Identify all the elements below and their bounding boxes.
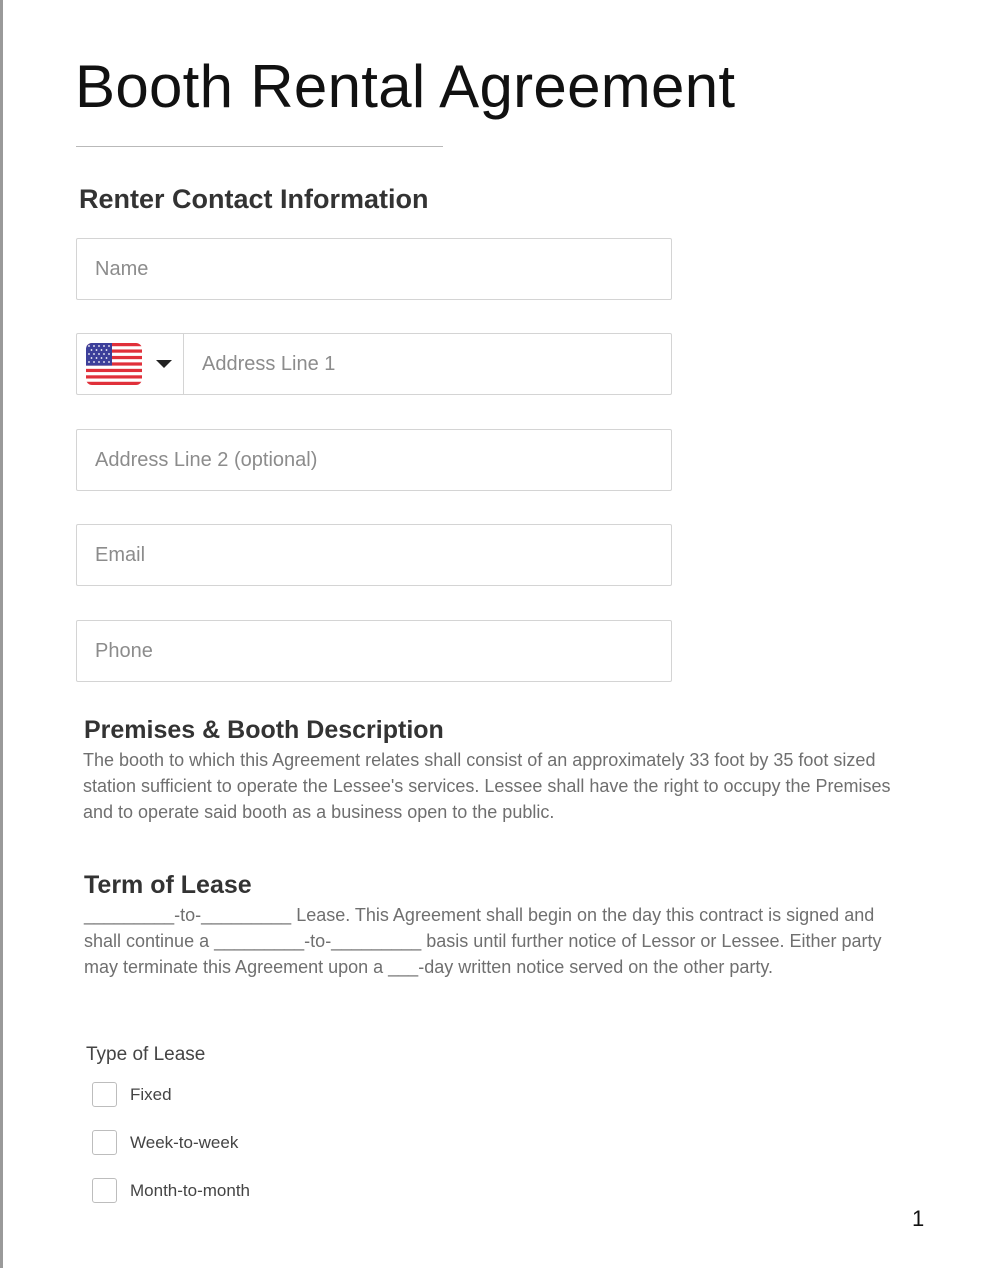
lease-option-month-to-month[interactable] (92, 1178, 250, 1203)
contact-section-heading: Renter Contact Information (79, 184, 429, 214)
lease-type-label: Type of Lease (86, 1044, 206, 1065)
premises-description-text: The booth to which this Agreement relates shall consist of an approximately 33 foot by 35 foot sized station sufficient to operate the Lessee's services. Lessee shall have the right to occupy the Premises and to operate said booth as a business open to the public. (83, 750, 891, 822)
option-label-week-to-week: Week-to-week (130, 1132, 239, 1152)
lease-option-fixed[interactable] (92, 1082, 172, 1107)
page-left-border (0, 0, 3, 1268)
premises-section-heading: Premises & Booth Description (84, 716, 444, 744)
country-select[interactable] (77, 334, 184, 394)
phone-field-container (76, 620, 672, 682)
document-title: Booth Rental Agreement (75, 53, 736, 120)
email-field-container (76, 524, 672, 586)
checkbox-fixed[interactable] (92, 1082, 117, 1107)
address-line-2-input[interactable] (77, 430, 671, 490)
page-number: 1 (912, 1206, 925, 1231)
option-label-fixed: Fixed (130, 1084, 172, 1104)
address-line-1-field-container (76, 333, 672, 395)
checkbox-week-to-week[interactable] (92, 1130, 117, 1155)
phone-input[interactable] (77, 621, 671, 681)
caret-down-icon (156, 360, 172, 368)
name-field-container (76, 238, 672, 300)
name-input[interactable] (77, 239, 671, 299)
term-section-heading: Term of Lease (84, 871, 252, 899)
lease-option-week-to-week[interactable] (92, 1130, 238, 1155)
option-label-month-to-month: Month-to-month (130, 1180, 250, 1200)
us-flag-icon (86, 343, 142, 385)
title-divider (76, 146, 443, 147)
address-line-2-field-container (76, 429, 672, 491)
term-description-text: _________-to-_________ Lease. This Agreement shall begin on the day this contract is signed and shall continue a _________-to-_________ basis until further notice of Lessor or Lessee. Either party may terminate this Agreement upon a ___-day written notice served on the other party. (84, 905, 882, 977)
email-input[interactable] (77, 525, 671, 585)
checkbox-month-to-month[interactable] (92, 1178, 117, 1203)
address-line-1-input[interactable] (184, 334, 671, 394)
